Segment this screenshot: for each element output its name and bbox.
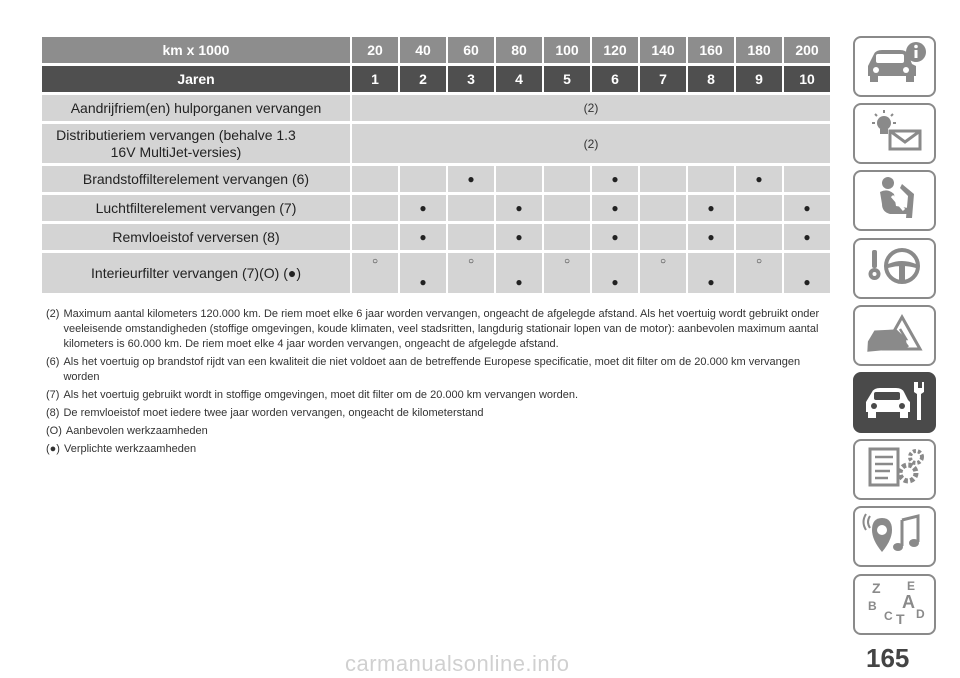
schedule-cell (352, 166, 398, 192)
steering-wheel-key-icon (862, 242, 928, 295)
index-letter: A (901, 591, 915, 612)
footnote-ref: (6) (46, 356, 60, 368)
specifications-gear-icon (862, 443, 928, 496)
index-letter: Z (871, 579, 881, 596)
mandatory-dot-icon: ● (611, 172, 619, 186)
car-info-icon (862, 40, 928, 93)
km-header-row (42, 37, 830, 63)
years-header-cell: 3 (448, 66, 494, 92)
index-letter: T (895, 610, 905, 626)
mandatory-dot-icon: ● (611, 275, 619, 289)
chapter-tab[interactable] (853, 372, 936, 433)
schedule-cell (736, 195, 782, 221)
chapter-tab[interactable] (853, 574, 936, 635)
recommended-ring-icon: ○ (755, 256, 763, 267)
schedule-cell (640, 195, 686, 221)
car-breakdown-icon (862, 309, 928, 362)
schedule-cell (496, 253, 542, 293)
schedule-cell (784, 195, 830, 221)
task-row (42, 124, 830, 163)
years-header-cell: 7 (640, 66, 686, 92)
task-row (42, 253, 830, 293)
schedule-cell (400, 224, 446, 250)
schedule-cell (400, 253, 446, 293)
recommended-ring-icon: ○ (467, 256, 475, 267)
watermark-text: carmanualsonline.info (345, 651, 570, 676)
schedule-cell (592, 224, 638, 250)
schedule-cell (736, 224, 782, 250)
chapter-tab[interactable] (853, 103, 936, 164)
interval-note-cell: (2) (352, 95, 830, 121)
footnote (46, 355, 836, 385)
footnote-ref: (7) (46, 389, 60, 401)
mandatory-dot-icon: ● (419, 201, 427, 215)
schedule-cell (784, 166, 830, 192)
multimedia-music-icon (862, 510, 928, 563)
chapter-tabs (853, 36, 936, 641)
km-header-cell: 40 (400, 37, 446, 63)
index-letter: D (915, 606, 925, 621)
footnote-ref: (●) (46, 443, 60, 455)
years-header-cell: 2 (400, 66, 446, 92)
interval-note-cell: (2) (352, 124, 830, 163)
footnote-ref: (2) (46, 308, 60, 320)
mandatory-dot-icon: ● (755, 172, 763, 186)
footnote-text: Verplichte werkzaamheden (63, 443, 197, 455)
chapter-tab[interactable] (853, 36, 936, 97)
schedule-cell (544, 166, 590, 192)
task-label: Brandstoffilterelement vervangen (6) (42, 166, 350, 192)
mandatory-dot-icon: ● (803, 230, 811, 244)
schedule-cell (496, 224, 542, 250)
years-header-cell: 8 (688, 66, 734, 92)
km-header-cell: 60 (448, 37, 494, 63)
schedule-cell (688, 195, 734, 221)
years-header-cell: 9 (736, 66, 782, 92)
page-number: 165 (866, 643, 910, 673)
years-header-cell: 1 (352, 66, 398, 92)
schedule-cell (448, 195, 494, 221)
mandatory-dot-icon: ● (467, 172, 475, 186)
task-row (42, 166, 830, 192)
km-header-cell: 100 (544, 37, 590, 63)
km-header-cell: 160 (688, 37, 734, 63)
index-letter: B (867, 598, 877, 613)
schedule-cell (688, 166, 734, 192)
schedule-cell (448, 224, 494, 250)
seat-airbag-icon (862, 174, 928, 227)
recommended-ring-icon: ○ (371, 256, 379, 267)
maintenance-schedule-table (40, 34, 832, 296)
years-header-cell: 4 (496, 66, 542, 92)
schedule-cell (544, 224, 590, 250)
task-row (42, 95, 830, 121)
schedule-cell (784, 253, 830, 293)
mandatory-dot-icon: ● (803, 201, 811, 215)
chapter-tab[interactable] (853, 305, 936, 366)
task-label: Aandrijfriem(en) hulporganen vervangen (42, 95, 350, 121)
schedule-cell (448, 166, 494, 192)
warning-light-envelope-icon (862, 107, 928, 160)
footnote-ref: (O) (46, 425, 62, 437)
chapter-tab[interactable] (853, 238, 936, 299)
car-wrench-icon (862, 376, 928, 429)
footnote (46, 388, 836, 403)
mandatory-dot-icon: ● (515, 201, 523, 215)
schedule-cell (496, 195, 542, 221)
task-label: Luchtfilterelement vervangen (7) (42, 195, 350, 221)
mandatory-dot-icon: ● (419, 230, 427, 244)
schedule-cell (592, 166, 638, 192)
schedule-cell (592, 195, 638, 221)
schedule-cell (640, 224, 686, 250)
mandatory-dot-icon: ● (515, 275, 523, 289)
schedule-cell (688, 224, 734, 250)
years-header-label: Jaren (42, 66, 350, 92)
recommended-ring-icon: ○ (659, 256, 667, 267)
task-row (42, 224, 830, 250)
years-header-row (42, 66, 830, 92)
schedule-cell (736, 253, 782, 293)
schedule-cell (448, 253, 494, 293)
schedule-cell (736, 166, 782, 192)
footnote (46, 406, 836, 421)
mandatory-dot-icon: ● (707, 275, 715, 289)
chapter-tab[interactable] (853, 439, 936, 500)
years-header-cell: 5 (544, 66, 590, 92)
schedule-cell (640, 166, 686, 192)
schedule-cell (496, 166, 542, 192)
km-header-cell: 200 (784, 37, 830, 63)
schedule-cell (784, 224, 830, 250)
km-header-cell: 120 (592, 37, 638, 63)
mandatory-dot-icon: ● (515, 230, 523, 244)
mandatory-dot-icon: ● (611, 230, 619, 244)
footnote-text: Maximum aantal kilometers 120.000 km. De riem moet elke 6 jaar worden vervangen, ongeacht de afgelegde afstand. Als het voertuig wordt gebruikt onder veeleisende omstandigheden (stoffige omgevingen, koude klimaten, veel stadsritten, langdurig stationair lopen van de motor): aanbevolen maximum aantal kilometers is 60.000 km. De riem moet elke 4 jaar worden vervangen, ongeacht de afgelegde afstand. (63, 308, 820, 350)
schedule-cell (592, 253, 638, 293)
schedule-cell (352, 253, 398, 293)
schedule-cell (544, 253, 590, 293)
task-label: Remvloeistof verversen (8) (42, 224, 350, 250)
schedule-cell (640, 253, 686, 293)
years-header-cell: 10 (784, 66, 830, 92)
index-letters-icon (862, 578, 928, 631)
footnote (46, 442, 836, 457)
chapter-tab[interactable] (853, 170, 936, 231)
km-header-cell: 20 (352, 37, 398, 63)
mandatory-dot-icon: ● (707, 201, 715, 215)
index-letter: E (906, 578, 915, 593)
km-header-cell: 180 (736, 37, 782, 63)
schedule-cell (688, 253, 734, 293)
task-row (42, 195, 830, 221)
schedule-cell (400, 166, 446, 192)
task-label: Distributieriem vervangen (behalve 1.3 16V MultiJet-versies) (42, 124, 350, 163)
footnotes (46, 307, 836, 460)
schedule-cell (544, 195, 590, 221)
footnote-text: De remvloeistof moet iedere twee jaar worden vervangen, ongeacht de kilometerstand (63, 407, 484, 419)
task-rows (42, 95, 830, 293)
chapter-tab[interactable] (853, 506, 936, 567)
years-header-cell: 6 (592, 66, 638, 92)
footnote-text: Aanbevolen werkzaamheden (65, 425, 208, 437)
footnote-text: Als het voertuig op brandstof rijdt van een kwaliteit die niet voldoet aan de betreffende Europese specificatie, moet dit filter om de 20.000 km vervangen worden (63, 356, 801, 383)
schedule-cell (352, 195, 398, 221)
mandatory-dot-icon: ● (707, 230, 715, 244)
mandatory-dot-icon: ● (611, 201, 619, 215)
footnote-ref: (8) (46, 407, 60, 419)
index-letter: C (883, 608, 893, 623)
km-header-cell: 140 (640, 37, 686, 63)
km-header-cell: 80 (496, 37, 542, 63)
schedule-cell (400, 195, 446, 221)
footnote (46, 424, 836, 439)
footnote-text: Als het voertuig gebruikt wordt in stoffige omgevingen, moet dit filter om de 20.000 km vervangen worden. (63, 389, 579, 401)
mandatory-dot-icon: ● (419, 275, 427, 289)
footnote (46, 307, 836, 352)
task-label: Interieurfilter vervangen (7)(O) (●) (42, 253, 350, 293)
mandatory-dot-icon: ● (803, 275, 811, 289)
schedule-cell (352, 224, 398, 250)
recommended-ring-icon: ○ (563, 256, 571, 267)
km-header-label: km x 1000 (42, 37, 350, 63)
